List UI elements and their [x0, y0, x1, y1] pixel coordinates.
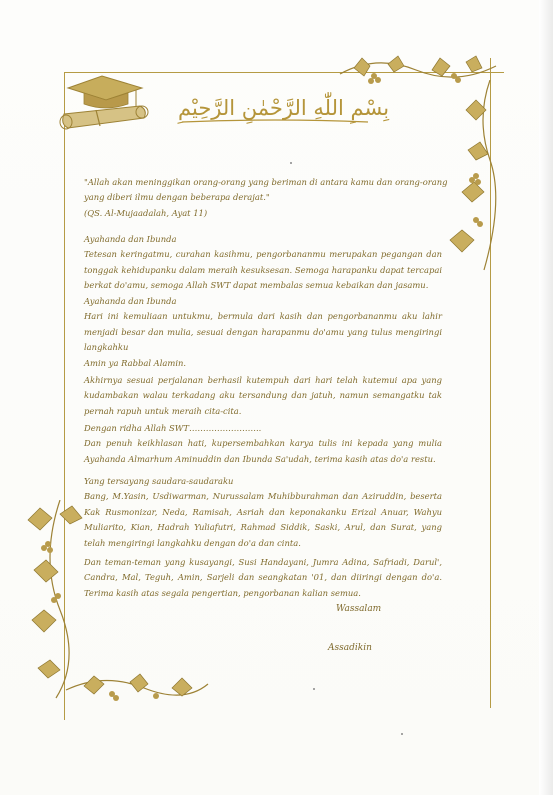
- paragraph-heading: Yang tersayang saudara-saudaraku: [84, 476, 234, 486]
- scan-dot: [313, 688, 315, 690]
- paragraph-5: [84, 474, 442, 551]
- paragraph-line: Akhirnya sesuai perjalanan berhasil kutempuh dari hari telah kutemui apa yang: [84, 375, 442, 385]
- bismillah-calligraphy: بِسْمِ اللّٰهِ الرَّحْمٰنِ الرَّحِيْمِ: [178, 96, 390, 120]
- paragraph-line: Candra, Mal, Teguh, Amin, Sarjeli dan seangkatan '01, dan diiringi dengan do'a.: [84, 572, 442, 583]
- paragraph-line: Muliarito, Kian, Hadrah Yuliafutri, Rahmad Siddik, Saski, Arul, dan Surat, yang: [84, 522, 442, 533]
- paragraph-line: Bang, M.Yasin, Usdiwarman, Nurussalam Muhibburahman dan Aziruddin, beserta: [84, 491, 442, 502]
- closing-salutation: Wassalam: [336, 604, 382, 614]
- quote-block: [84, 175, 448, 221]
- paragraph-line: Tetesan keringatmu, curahan kasihmu, pengorbananmu merupakan pegangan dan: [84, 249, 442, 260]
- grape-vine-bottom-icon: [64, 668, 210, 704]
- quote-line: yang diberi ilmu dengan beberapa derajat.": [84, 192, 270, 203]
- calligraphy-underline: [180, 118, 370, 126]
- paragraph-2: [84, 294, 442, 371]
- paragraph-line: kudambakan walau terkadang aku tersandung dan jatuh, namun semangatku tak: [84, 390, 442, 401]
- paragraph-line: menjadi besar dan mulia, sesuai dengan harapanmu do'amu yang tulus mengiringi: [84, 326, 442, 337]
- paragraph-line: Amin ya Rabbal Alamin.: [84, 357, 187, 368]
- quote-source: (QS. Al-Mujaadalah, Ayat 11): [84, 207, 208, 218]
- paragraph-line: telah mengiringi langkahku dengan do'a dan cinta.: [84, 537, 301, 548]
- paragraph-line: Terima kasih atas segala pengertian, pengorbanan kalian semua.: [84, 587, 361, 598]
- paragraph-6: [84, 555, 442, 601]
- paragraph-line: Kak Rusmonizar, Neda, Ramisah, Asriah dan keponakanku Erizal Anuar, Wahyu: [84, 506, 442, 517]
- grape-vine-right-icon: [446, 80, 506, 280]
- paragraph-line: Dan penuh keikhlasan hati, kupersembahkan karya tulis ini kepada yang mulia: [84, 438, 442, 449]
- paragraph-heading: Ayahanda dan Ibunda: [84, 296, 177, 306]
- page-edge-shadow: [539, 0, 553, 795]
- paragraph-line: Ayahanda Almarhum Aminuddin dan Ibunda Sa'udah, terima kasih atas do'a restu.: [84, 453, 436, 464]
- paragraph-line: Dan teman-teman yang kusayangi, Susi Handayani, Jumra Adina, Safriadi, Darul',: [84, 557, 442, 567]
- paragraph-line: berkat do'amu, semoga Allah SWT dapat membalas semua kebaikan dan jasamu.: [84, 280, 429, 291]
- paragraph-line: Hari ini kemuliaan untukmu, bermula dari kasih dan pengorbananmu aku lahir: [84, 311, 442, 322]
- paragraph-4: [84, 421, 442, 467]
- paragraph-line: langkahku: [84, 342, 129, 353]
- paragraph-line: tonggak kehidupanku dalam meraih kesuksesan. Semoga harapanku dapat tercapai: [84, 264, 442, 275]
- paragraph-3: [84, 373, 442, 419]
- paragraph-heading: Ayahanda dan Ibunda: [84, 234, 177, 244]
- diploma-scroll-icon: [56, 104, 152, 136]
- scan-dot: [290, 162, 292, 164]
- paragraph-line: pernah rapuh untuk meraih cita-cita.: [84, 405, 242, 416]
- paragraph-heading: Dengan ridha Allah SWT……………………..: [84, 423, 262, 433]
- quote-line: "Allah akan meninggikan orang-orang yang beriman di antara kamu dan orang-orang: [84, 177, 448, 187]
- paragraph-1: [84, 232, 442, 294]
- scan-dot: [401, 733, 403, 735]
- signature-name: Assadikin: [328, 643, 372, 653]
